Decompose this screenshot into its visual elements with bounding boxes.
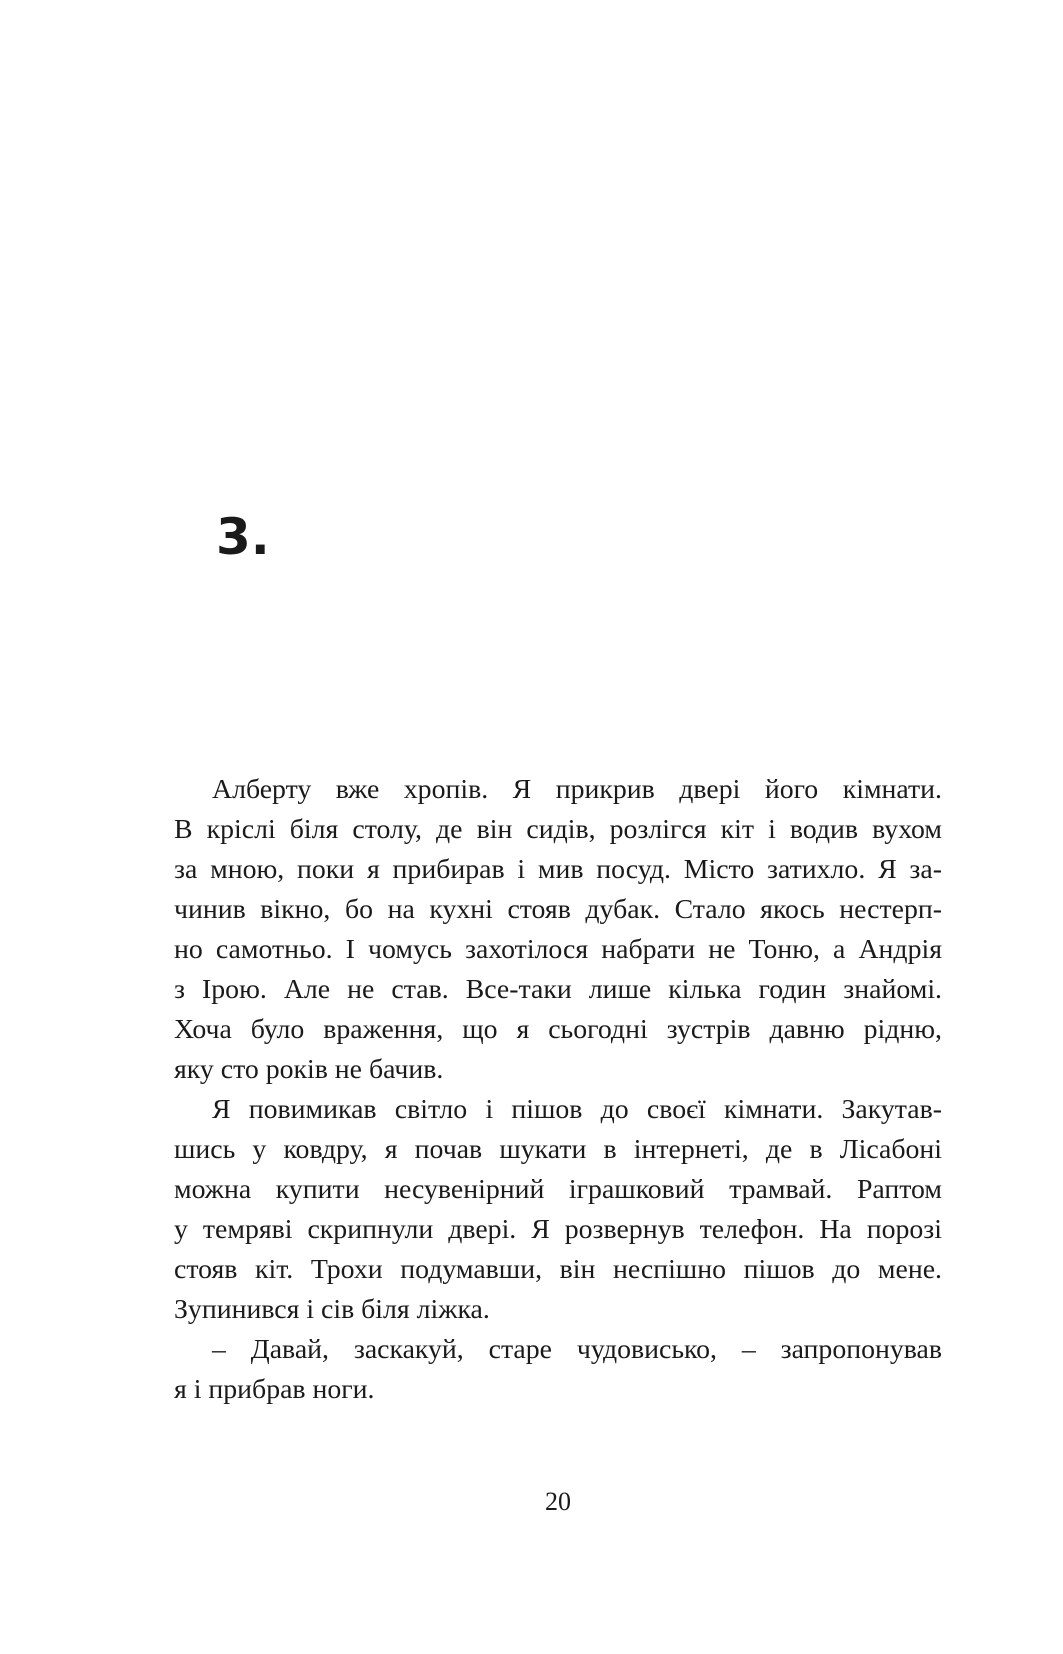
text-line: – Давай, заскакуй, старе чудовисько, – запропонував bbox=[212, 1334, 942, 1365]
paragraph bbox=[174, 770, 942, 1090]
text-line: Зупинився і сів біля ліжка. bbox=[174, 1294, 490, 1325]
text-line: В кріслі біля столу, де він сидів, розлігся кіт і водив вухом bbox=[174, 814, 942, 845]
text-line: Я повимикав світло і пішов до своєї кімнати. Закутав- bbox=[212, 1094, 942, 1125]
text-line: за мною, поки я прибирав і мив посуд. Місто затихло. Я за- bbox=[174, 854, 942, 885]
chapter-number: 3. bbox=[216, 508, 270, 566]
text-line: можна купити несувенірний іграшковий трамвай. Раптом bbox=[174, 1174, 942, 1205]
text-line: з Ірою. Але не став. Все-таки лише кілька годин знайомі. bbox=[174, 974, 942, 1005]
text-line: Хоча було враження, що я сьогодні зустрів давню рідню, bbox=[174, 1014, 942, 1045]
text-line: Алберту вже хропів. Я прикрив двері його кімнати. bbox=[212, 774, 942, 805]
text-line: шись у ковдру, я почав шукати в інтернеті, де в Лісабоні bbox=[174, 1134, 942, 1165]
page-number: 20 bbox=[545, 1487, 571, 1516]
text-line: чинив вікно, бо на кухні стояв дубак. Стало якось нестерп- bbox=[174, 894, 942, 925]
text-line: но самотньо. І чомусь захотілося набрати не Тоню, а Андрія bbox=[174, 934, 942, 965]
body-text bbox=[174, 770, 942, 1410]
text-line: яку сто років не бачив. bbox=[174, 1054, 444, 1085]
text-line: я і прибрав ноги. bbox=[174, 1374, 375, 1405]
paragraph bbox=[174, 1330, 942, 1410]
text-line: у темряві скрипнули двері. Я розвернув телефон. На порозі bbox=[174, 1214, 942, 1245]
text-line: стояв кіт. Трохи подумавши, він неспішно пішов до мене. bbox=[174, 1254, 942, 1285]
paragraph bbox=[174, 1090, 942, 1330]
